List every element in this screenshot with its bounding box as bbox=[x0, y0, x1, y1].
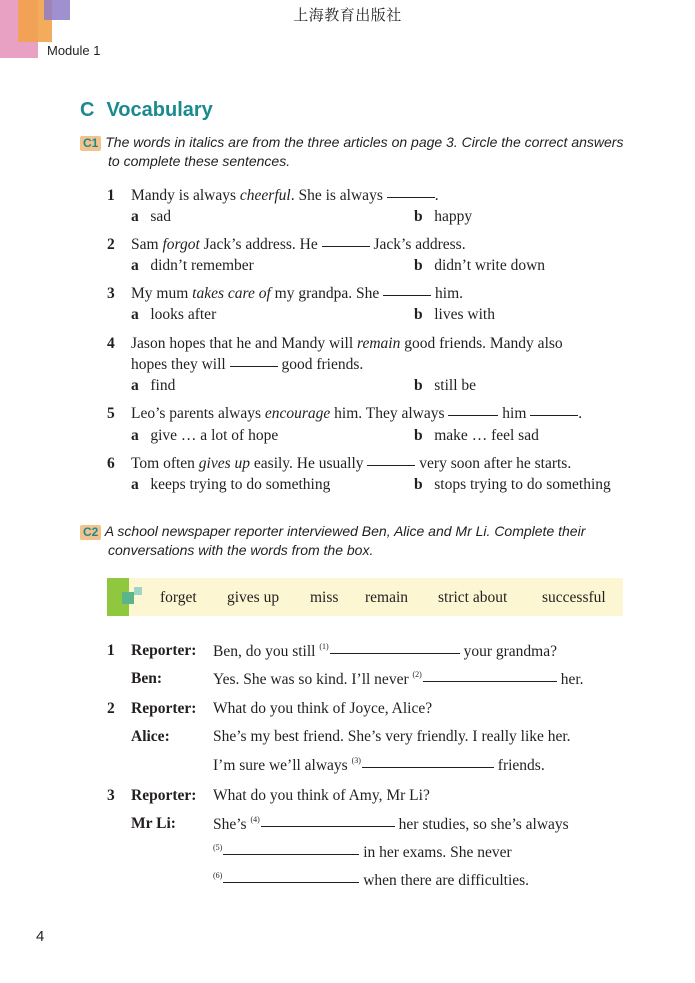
option-text: didn’t remember bbox=[150, 257, 254, 274]
speaker-label: Reporter: bbox=[131, 642, 197, 659]
option-key: a bbox=[131, 257, 139, 274]
answer-blank bbox=[367, 464, 415, 466]
answer-blank bbox=[387, 196, 435, 198]
dialog-text: I’m sure we’ll always bbox=[213, 757, 352, 774]
option-text: give … a lot of hope bbox=[150, 427, 279, 444]
speaker-label: Mr Li: bbox=[131, 815, 176, 832]
question-text-part: Mandy is always bbox=[131, 187, 240, 204]
answer-blank[interactable] bbox=[223, 853, 359, 855]
answer-blank[interactable] bbox=[330, 652, 460, 654]
word-box-item: miss bbox=[310, 589, 339, 606]
dialog-text: friends. bbox=[493, 757, 545, 774]
question-text-line2 bbox=[131, 356, 363, 374]
question-number: 5 bbox=[107, 405, 115, 422]
dialog-line bbox=[213, 871, 529, 890]
answer-blank bbox=[530, 414, 578, 416]
dialog-line bbox=[213, 815, 569, 834]
c1-instruction-line1: The words in italics are from the three articles on page 3. Circle the correct answers bbox=[105, 134, 624, 150]
c1-instruction bbox=[80, 133, 640, 152]
c2-instruction bbox=[80, 522, 640, 541]
blank-number: (6) bbox=[213, 871, 223, 880]
dialog-line bbox=[213, 843, 512, 862]
question-text-part: him. bbox=[431, 285, 464, 302]
dialog-line: What do you think of Joyce, Alice? bbox=[213, 700, 433, 717]
option-key: b bbox=[414, 377, 423, 394]
dialog-text: her. bbox=[556, 671, 584, 688]
word-box-item: forget bbox=[160, 589, 197, 606]
option-key: a bbox=[131, 377, 139, 394]
option-text: stops trying to do something bbox=[434, 476, 611, 493]
word-box-item: strict about bbox=[438, 589, 508, 606]
section-title-text: Vocabulary bbox=[106, 99, 213, 121]
word-box-item: successful bbox=[542, 589, 606, 606]
word-box-item: remain bbox=[365, 589, 409, 606]
answer-blank bbox=[230, 365, 278, 367]
option-b[interactable] bbox=[414, 476, 611, 494]
dialog-line: She’s my best friend. She’s very friendly. I really like her. bbox=[213, 728, 571, 745]
section-title bbox=[80, 99, 213, 122]
question-number: 6 bbox=[107, 455, 115, 472]
dialog-line bbox=[213, 670, 584, 689]
question-text-part: Tom often bbox=[131, 455, 199, 472]
option-text: keeps trying to do something bbox=[150, 476, 331, 493]
italic-word: encourage bbox=[264, 405, 331, 422]
blank-number: (4) bbox=[250, 815, 260, 824]
dialog-line bbox=[213, 756, 545, 775]
option-b[interactable] bbox=[414, 208, 472, 226]
answer-blank bbox=[448, 414, 498, 416]
question-text-part: . bbox=[578, 405, 583, 422]
blank-number: (5) bbox=[213, 843, 223, 852]
question-text-part: my grandpa. She bbox=[270, 285, 384, 302]
dialog-text: her studies, so she’s always bbox=[394, 816, 569, 833]
question-text-part: him. They always bbox=[330, 405, 449, 422]
option-key: b bbox=[414, 257, 423, 274]
question-text-part: Jason hopes that he and Mandy will bbox=[131, 335, 358, 352]
answer-blank bbox=[322, 245, 370, 247]
blank-number: (1) bbox=[319, 642, 329, 651]
c2-instruction-line1: A school newspaper reporter interviewed Ben, Alice and Mr Li. Complete their bbox=[104, 523, 586, 539]
option-text: make … feel sad bbox=[434, 427, 539, 444]
option-b[interactable] bbox=[414, 377, 476, 395]
question-text-part: good friends. Mandy also bbox=[400, 335, 563, 352]
option-text: still be bbox=[434, 377, 477, 394]
c2-instruction-line2: conversations with the words from the box. bbox=[108, 542, 374, 558]
question-text-part: Jack’s address. He bbox=[199, 236, 322, 253]
dialog-text: Yes. She was so kind. I’ll never bbox=[213, 671, 413, 688]
dialog-number: 2 bbox=[107, 700, 115, 717]
answer-blank[interactable] bbox=[223, 881, 359, 883]
question-text bbox=[131, 236, 466, 254]
option-a[interactable] bbox=[131, 306, 216, 324]
option-key: b bbox=[414, 306, 423, 323]
option-b[interactable] bbox=[414, 306, 495, 324]
option-a[interactable] bbox=[131, 427, 278, 445]
question-text-part: . She is always bbox=[290, 187, 387, 204]
option-key: a bbox=[131, 427, 139, 444]
option-text: find bbox=[150, 377, 176, 394]
option-key: b bbox=[414, 427, 423, 444]
italic-word: remain bbox=[357, 335, 401, 352]
module-label: Module 1 bbox=[47, 43, 101, 58]
option-a[interactable] bbox=[131, 208, 171, 226]
question-number: 4 bbox=[107, 335, 115, 352]
question-text bbox=[131, 285, 463, 303]
answer-blank[interactable] bbox=[362, 766, 494, 768]
question-number: 1 bbox=[107, 187, 115, 204]
speaker-label: Reporter: bbox=[131, 700, 197, 717]
page-number: 4 bbox=[36, 928, 45, 945]
question-number: 3 bbox=[107, 285, 115, 302]
option-key: a bbox=[131, 476, 139, 493]
italic-word: takes care of bbox=[192, 285, 271, 302]
dialog-line: What do you think of Amy, Mr Li? bbox=[213, 787, 430, 804]
word-box-icon bbox=[122, 592, 134, 604]
word-box-icon bbox=[134, 587, 142, 595]
dialog-line bbox=[213, 642, 557, 661]
italic-word: gives up bbox=[198, 455, 251, 472]
option-key: a bbox=[131, 306, 139, 323]
question-number: 2 bbox=[107, 236, 115, 253]
speaker-label: Ben: bbox=[131, 670, 162, 687]
c1-tag: C1 bbox=[80, 136, 101, 151]
word-box-item: gives up bbox=[227, 589, 280, 606]
option-a[interactable] bbox=[131, 377, 175, 395]
option-key: a bbox=[131, 208, 139, 225]
blank-number: (2) bbox=[412, 670, 422, 679]
dialog-number: 1 bbox=[107, 642, 115, 659]
question-text bbox=[131, 455, 571, 473]
option-a[interactable] bbox=[131, 476, 330, 494]
question-text bbox=[131, 405, 582, 423]
dialog-text: when there are difficulties. bbox=[359, 872, 530, 889]
answer-blank[interactable] bbox=[261, 825, 395, 827]
option-key: b bbox=[414, 208, 423, 225]
question-text-part: easily. He usually bbox=[250, 455, 368, 472]
publisher-header: 上海教育出版社 bbox=[293, 8, 402, 24]
speaker-label: Reporter: bbox=[131, 787, 197, 804]
answer-blank[interactable] bbox=[423, 680, 557, 682]
answer-blank bbox=[383, 294, 431, 296]
question-text-part: him bbox=[498, 405, 531, 422]
question-text-part: Sam bbox=[131, 236, 163, 253]
speaker-label: Alice: bbox=[131, 728, 170, 745]
blank-number: (3) bbox=[351, 756, 361, 765]
italic-word: cheerful bbox=[239, 187, 291, 204]
option-key: b bbox=[414, 476, 423, 493]
option-text: lives with bbox=[434, 306, 495, 323]
dialog-text: Ben, do you still bbox=[213, 643, 320, 660]
c1-instruction-line2: to complete these sentences. bbox=[108, 153, 291, 169]
option-a[interactable] bbox=[131, 257, 254, 275]
question-text-part: My mum bbox=[131, 285, 193, 302]
question-text bbox=[131, 335, 563, 353]
question-text bbox=[131, 187, 439, 205]
dialog-text: your grandma? bbox=[459, 643, 557, 660]
option-text: looks after bbox=[150, 306, 217, 323]
question-text-part: Jack’s address. bbox=[369, 236, 466, 253]
italic-word: forgot bbox=[162, 236, 200, 253]
question-text-part: very soon after he starts. bbox=[415, 455, 572, 472]
option-text: didn’t write down bbox=[434, 257, 546, 274]
question-text-part: hopes they will bbox=[131, 356, 230, 373]
dialog-text: She’s bbox=[213, 816, 251, 833]
question-text-part: good friends. bbox=[277, 356, 364, 373]
section-letter: C bbox=[80, 99, 95, 121]
option-text: happy bbox=[434, 208, 473, 225]
dialog-text: in her exams. She never bbox=[359, 844, 512, 861]
option-text: sad bbox=[150, 208, 172, 225]
option-b[interactable] bbox=[414, 427, 539, 445]
question-text-part: . bbox=[434, 187, 439, 204]
c2-tag: C2 bbox=[80, 525, 101, 540]
dialog-number: 3 bbox=[107, 787, 115, 804]
option-b[interactable] bbox=[414, 257, 545, 275]
question-text-part: Leo’s parents always bbox=[131, 405, 265, 422]
